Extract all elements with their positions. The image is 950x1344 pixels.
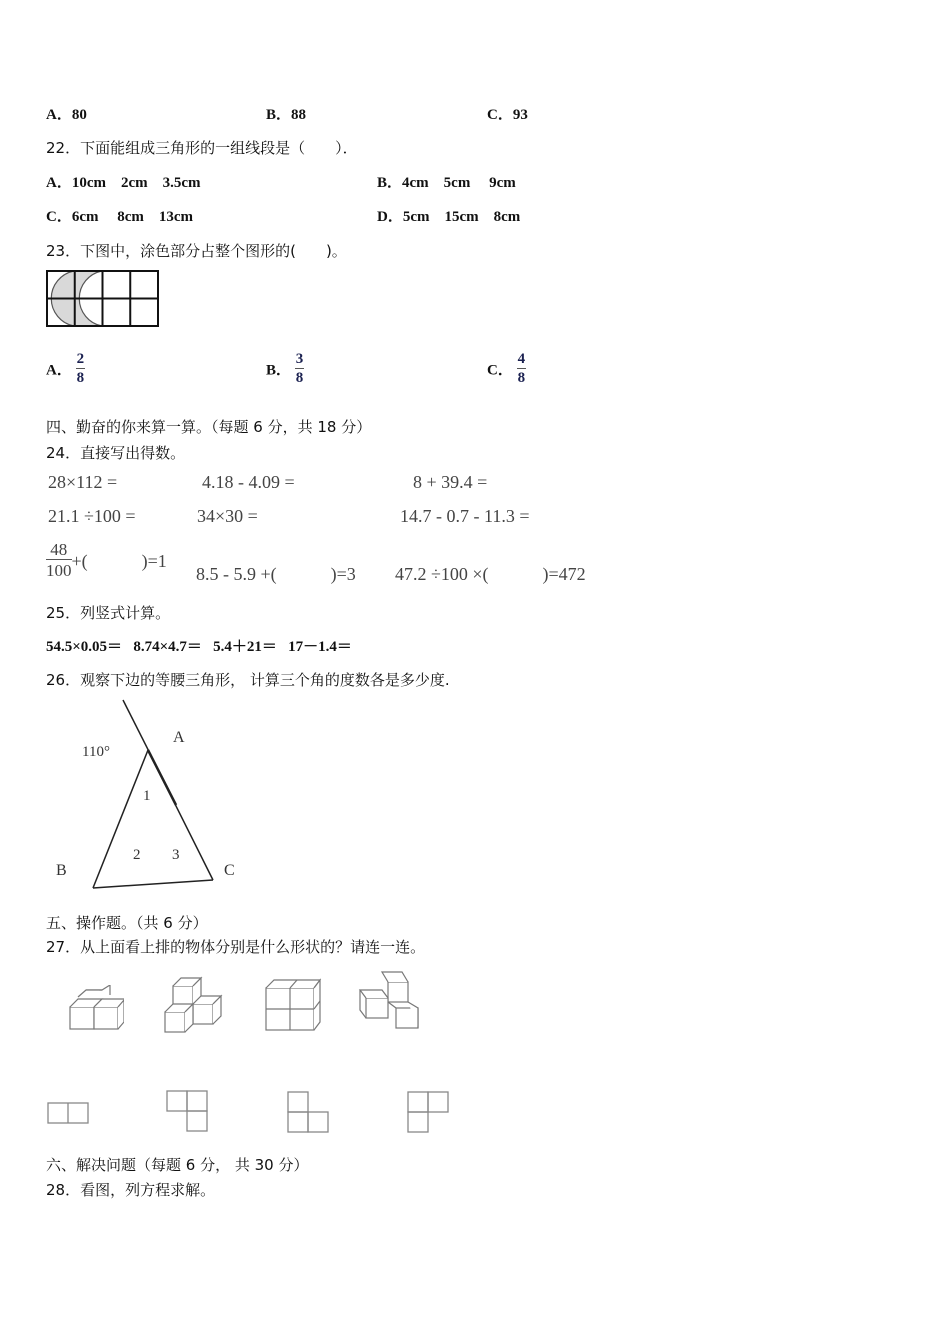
option-label: D． xyxy=(377,209,403,225)
expression-rest: +( )=1 xyxy=(71,551,167,571)
option-label: C． xyxy=(487,362,513,379)
q24-row1-item1: 28×112 = xyxy=(48,472,118,492)
top-view-shape-1 xyxy=(47,1102,91,1126)
vertical-calc-item: 17－1.4＝ xyxy=(288,639,352,655)
numerator: 4 xyxy=(517,351,526,367)
option-value: 4cm 5cm 9cm xyxy=(402,175,516,191)
vertical-calc-item: 54.5×0.05＝ xyxy=(46,639,123,655)
cube-object-3 xyxy=(264,978,322,1032)
q23-stem: 23．下图中，涂色部分占整个图形的( )。 xyxy=(46,242,347,260)
option-label: C． xyxy=(487,107,513,123)
option-value: 5cm 15cm 8cm xyxy=(402,209,521,225)
fraction xyxy=(46,541,72,579)
q22-option-a xyxy=(46,171,201,192)
vertex-c-label: C xyxy=(224,862,235,879)
q22-stem: 22．下面能组成三角形的一组线段是（ ）． xyxy=(46,139,358,157)
top-view-shape-2 xyxy=(166,1090,210,1134)
angle-1-label: 1 xyxy=(143,788,151,804)
fraction xyxy=(295,352,305,386)
option-value: 80 xyxy=(71,107,87,123)
option-label: A． xyxy=(46,175,72,191)
q24-row2-item3: 14.7 - 0.7 - 11.3 = xyxy=(400,506,530,526)
q22-option-d xyxy=(377,205,520,226)
option-label: A． xyxy=(46,107,72,123)
cube-object-2 xyxy=(163,974,225,1036)
q25-items xyxy=(46,635,352,656)
denominator: 8 xyxy=(517,370,526,386)
q21-option-c xyxy=(487,103,528,124)
numerator: 3 xyxy=(295,351,304,367)
top-view-shape-4 xyxy=(407,1091,451,1135)
denominator: 100 xyxy=(46,561,72,580)
option-label: C． xyxy=(46,209,72,225)
q24-row3-item3: 47.2 ÷100 ×( )=472 xyxy=(395,564,586,584)
q24-row1-item2: 4.18 - 4.09 = xyxy=(202,472,295,492)
angle-3-label: 3 xyxy=(172,847,180,863)
vertex-b-label: B xyxy=(56,862,67,879)
option-value: 93 xyxy=(512,107,528,123)
q21-option-b xyxy=(266,103,306,124)
section-5-title: 五、操作题。（共 6 分） xyxy=(46,914,208,932)
section-6-title: 六、解决问题（每题 6 分， 共 30 分） xyxy=(46,1156,309,1174)
option-value: 88 xyxy=(291,107,307,123)
fraction xyxy=(517,352,527,386)
q26-stem: 26．观察下边的等腰三角形， 计算三个角的度数各是多少度. xyxy=(46,671,450,689)
q22-option-b xyxy=(377,171,516,192)
cube-object-4 xyxy=(358,968,424,1032)
q28-stem: 28．看图，列方程求解。 xyxy=(46,1181,216,1199)
cube-object-1 xyxy=(66,985,124,1031)
q23-option-a xyxy=(46,352,85,386)
denominator: 8 xyxy=(76,370,85,386)
fraction xyxy=(76,352,86,386)
numerator: 2 xyxy=(76,351,85,367)
angle-2-label: 2 xyxy=(133,847,141,863)
q22-option-c xyxy=(46,205,193,226)
section-4-title: 四、勤奋的你来算一算。（每题 6 分，共 18 分） xyxy=(46,418,372,436)
option-label: B． xyxy=(377,175,403,191)
vertical-calc-item: 8.74×4.7＝ xyxy=(133,639,202,655)
q25-stem: 25．列竖式计算。 xyxy=(46,604,171,622)
option-label: B． xyxy=(266,362,292,379)
q24-row3-item2: 8.5 - 5.9 +( )=3 xyxy=(196,564,356,584)
option-value: 10cm 2cm 3.5cm xyxy=(71,175,201,191)
q21-option-a xyxy=(46,103,87,124)
q23-shaded-grid-figure xyxy=(46,270,160,328)
top-view-shape-3 xyxy=(287,1091,331,1135)
q24-row1-item3: 8 + 39.4 = xyxy=(413,472,488,492)
vertex-a-label: A xyxy=(173,729,185,746)
q24-row2-item1: 21.1 ÷100 = xyxy=(48,506,136,526)
q24-row2-item2: 34×30 = xyxy=(197,506,258,526)
q23-option-c xyxy=(487,352,526,386)
option-label: A． xyxy=(46,362,72,379)
q27-stem: 27．从上面看上排的物体分别是什么形状的？请连一连。 xyxy=(46,938,426,956)
option-value: 6cm 8cm 13cm xyxy=(71,209,194,225)
q23-option-b xyxy=(266,352,304,386)
numerator: 48 xyxy=(46,541,72,560)
denominator: 8 xyxy=(295,370,304,386)
q24-row3-item1 xyxy=(46,541,167,579)
option-label: B． xyxy=(266,107,292,123)
vertical-calc-item: 5.4＋21＝ xyxy=(213,639,277,655)
q24-stem: 24．直接写出得数。 xyxy=(46,444,186,462)
angle-110-label: 110° xyxy=(82,744,110,760)
